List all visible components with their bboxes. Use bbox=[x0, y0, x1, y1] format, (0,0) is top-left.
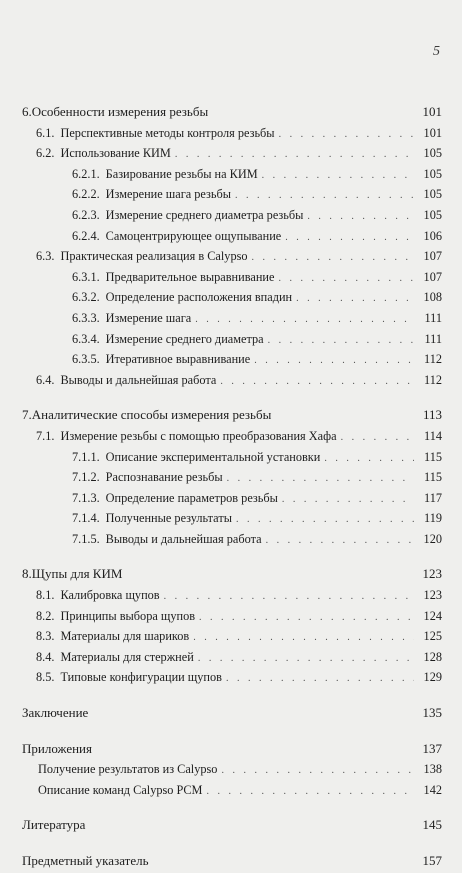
toc-title: Материалы для шариков bbox=[60, 629, 190, 644]
toc-entry-6-3-2[interactable] bbox=[22, 288, 442, 309]
dot-leader bbox=[252, 249, 414, 268]
dot-leader bbox=[199, 609, 414, 628]
toc-number: 6.1. bbox=[36, 125, 55, 140]
toc-number: 7.1.1. bbox=[72, 449, 100, 464]
toc-page: 125 bbox=[423, 629, 442, 644]
toc-entry-7-1[interactable] bbox=[22, 427, 442, 448]
dot-leader bbox=[193, 629, 414, 648]
toc-entry-6-2-2[interactable] bbox=[22, 185, 442, 206]
toc-entry-6-2-1[interactable] bbox=[22, 165, 442, 186]
toc-page: 112 bbox=[424, 352, 442, 367]
toc-entry-8-2[interactable] bbox=[22, 607, 442, 628]
dot-leader bbox=[235, 187, 414, 206]
toc-title: Типовые конфигурации щупов bbox=[60, 670, 222, 685]
toc-literature[interactable] bbox=[22, 816, 442, 837]
toc-page: 142 bbox=[423, 782, 442, 797]
toc-number: 6.2.4. bbox=[72, 228, 100, 243]
toc-title: Материалы для стержней bbox=[60, 649, 194, 664]
toc-title: Определение расположения впадин bbox=[105, 290, 293, 305]
toc-title: Измерение шага резьбы bbox=[105, 187, 232, 202]
toc-page: 105 bbox=[423, 146, 442, 161]
toc-entry-7-1-3[interactable] bbox=[22, 489, 442, 510]
toc-entry-8-3[interactable] bbox=[22, 627, 442, 648]
dot-leader bbox=[307, 208, 414, 227]
dot-leader bbox=[221, 762, 414, 781]
toc-number: 8.2. bbox=[36, 608, 55, 623]
toc-page: 108 bbox=[423, 290, 442, 305]
toc-number: 8.5. bbox=[36, 670, 55, 685]
toc-entry-7-1-1[interactable] bbox=[22, 448, 442, 469]
toc-page: 123 bbox=[422, 566, 442, 582]
toc-number: 7.1.3. bbox=[72, 490, 100, 505]
toc-page: 123 bbox=[423, 588, 442, 603]
toc-title: Предметный указатель bbox=[22, 853, 149, 868]
toc-title: Базирование резьбы на КИМ bbox=[105, 166, 258, 181]
toc-entry-6-2-4[interactable] bbox=[22, 227, 442, 248]
toc-title: Щупы для КИМ bbox=[31, 566, 123, 582]
toc-page: 112 bbox=[424, 372, 442, 387]
toc-number: 6.4. bbox=[36, 372, 55, 387]
toc-number: 6.3. bbox=[36, 249, 55, 264]
toc-number: 7.1. bbox=[36, 428, 55, 443]
dot-leader bbox=[341, 429, 414, 448]
toc-appendix[interactable] bbox=[22, 740, 442, 761]
toc-page: 111 bbox=[424, 310, 442, 325]
toc-entry-6-4[interactable] bbox=[22, 371, 442, 392]
toc-title: Самоцентрирующее ощупывание bbox=[105, 228, 282, 243]
toc-title: Приложения bbox=[22, 740, 92, 756]
toc-entry-6-1[interactable] bbox=[22, 124, 442, 145]
section-gap bbox=[22, 550, 442, 565]
dot-leader bbox=[175, 146, 414, 165]
toc-page: 115 bbox=[424, 449, 442, 464]
toc-title: Полученные результаты bbox=[105, 511, 232, 526]
dot-leader bbox=[296, 290, 414, 309]
toc-entry-7-1-4[interactable] bbox=[22, 509, 442, 530]
toc-entry-8-1[interactable] bbox=[22, 586, 442, 607]
toc-number: 6.3.1. bbox=[72, 269, 100, 284]
dot-leader bbox=[254, 352, 414, 371]
toc-page: 107 bbox=[423, 269, 442, 284]
toc-number: 8.3. bbox=[36, 629, 55, 644]
toc-conclusion[interactable] bbox=[22, 704, 442, 725]
dot-leader bbox=[227, 470, 414, 489]
toc-title: Измерение среднего диаметра резьбы bbox=[105, 207, 304, 222]
toc-entry-6-3-4[interactable] bbox=[22, 330, 442, 351]
toc-title: Распознавание резьбы bbox=[105, 470, 223, 485]
toc-number: 8. bbox=[22, 566, 32, 582]
toc-title: Описание экспериментальной установки bbox=[105, 449, 321, 464]
toc-number: 7.1.5. bbox=[72, 531, 100, 546]
toc-entry-7-1-5[interactable] bbox=[22, 530, 442, 551]
section-gap bbox=[22, 391, 442, 406]
toc-entry-6-3-1[interactable] bbox=[22, 268, 442, 289]
toc-number: 6.3.5. bbox=[72, 352, 100, 367]
toc-title: Аналитические способы измерения резьбы bbox=[31, 407, 272, 423]
toc-title: Калибровка щупов bbox=[60, 588, 160, 603]
toc-number: 6.3.2. bbox=[72, 290, 100, 305]
toc-page: 120 bbox=[423, 531, 442, 546]
toc-number: 6.3.3. bbox=[72, 310, 100, 325]
toc-title: Предварительное выравнивание bbox=[105, 269, 275, 284]
toc-chapter-6[interactable] bbox=[22, 103, 442, 124]
dot-leader bbox=[220, 373, 414, 392]
toc-title: Особенности измерения резьбы bbox=[31, 104, 209, 119]
toc-chapter-7[interactable] bbox=[22, 406, 442, 427]
dot-leader bbox=[285, 229, 414, 248]
toc-number: 7.1.4. bbox=[72, 511, 100, 526]
toc-title: Перспективные методы контроля резьбы bbox=[60, 125, 275, 140]
toc-entry-6-3[interactable] bbox=[22, 247, 442, 268]
toc-entry-8-5[interactable] bbox=[22, 668, 442, 689]
toc-number: 7. bbox=[22, 407, 32, 423]
toc-page: 101 bbox=[423, 125, 442, 140]
toc-title: Измерение шага bbox=[105, 310, 192, 325]
toc-page: 114 bbox=[424, 428, 442, 443]
dot-leader bbox=[278, 270, 414, 289]
toc-number: 6. bbox=[22, 104, 32, 119]
toc-entry-6-3-5[interactable] bbox=[22, 350, 442, 371]
dot-leader bbox=[195, 311, 414, 330]
toc-number: 6.2.3. bbox=[72, 207, 100, 222]
toc-page: 111 bbox=[424, 331, 442, 346]
toc-title: Использование КИМ bbox=[60, 146, 171, 161]
toc-entry-6-2[interactable] bbox=[22, 144, 442, 165]
toc-title: Принципы выбора щупов bbox=[60, 608, 196, 623]
toc-page: 107 bbox=[423, 249, 442, 264]
toc-page: 135 bbox=[422, 705, 442, 721]
toc-page: 117 bbox=[424, 490, 442, 505]
toc-number: 7.1.2. bbox=[72, 470, 100, 485]
toc-number: 8.4. bbox=[36, 649, 55, 664]
toc-entry-7-1-2[interactable] bbox=[22, 468, 442, 489]
toc-page: 115 bbox=[424, 470, 442, 485]
toc-title: Измерение среднего диаметра bbox=[105, 331, 264, 346]
section-gap bbox=[22, 725, 442, 740]
toc-title: Получение результатов из Calypso bbox=[38, 762, 218, 777]
dot-leader bbox=[236, 511, 414, 530]
dot-leader bbox=[262, 167, 414, 186]
toc-page: 105 bbox=[423, 207, 442, 222]
toc-title: Заключение bbox=[22, 705, 89, 721]
dot-leader bbox=[324, 450, 414, 469]
toc-chapter-8[interactable] bbox=[22, 565, 442, 586]
toc-title: Выводы и дальнейшая работа bbox=[105, 531, 262, 546]
dot-leader bbox=[279, 126, 414, 145]
page-number: 5 bbox=[433, 44, 440, 59]
toc-title: Измерение резьбы с помощью преобразования Хафа bbox=[60, 428, 337, 443]
toc-page: 124 bbox=[423, 608, 442, 623]
section-gap bbox=[22, 689, 442, 704]
toc-index[interactable] bbox=[22, 852, 442, 873]
dot-leader bbox=[268, 332, 414, 351]
toc-entry-8-4[interactable] bbox=[22, 648, 442, 669]
section-gap bbox=[22, 837, 442, 852]
toc-number: 8.1. bbox=[36, 588, 55, 603]
toc-entry-6-2-3[interactable] bbox=[22, 206, 442, 227]
toc-number: 6.2.2. bbox=[72, 187, 100, 202]
dot-leader bbox=[282, 491, 414, 510]
toc-title: Итеративное выравнивание bbox=[105, 352, 251, 367]
toc-page: 145 bbox=[422, 817, 442, 833]
toc-number: 6.2.1. bbox=[72, 166, 100, 181]
toc-title: Выводы и дальнейшая работа bbox=[60, 372, 217, 387]
dot-leader bbox=[266, 532, 414, 551]
toc-title: Определение параметров резьбы bbox=[105, 490, 278, 505]
toc-page: 113 bbox=[422, 407, 442, 423]
toc-title: Литература bbox=[22, 817, 86, 833]
dot-leader bbox=[198, 650, 414, 669]
toc-appendix-item-2[interactable] bbox=[22, 781, 442, 802]
toc-title: Описание команд Calypso PCM bbox=[38, 782, 203, 797]
toc-number: 6.2. bbox=[36, 146, 55, 161]
toc-page: 106 bbox=[423, 228, 442, 243]
toc-page: 119 bbox=[424, 511, 442, 526]
toc-page: 105 bbox=[423, 166, 442, 181]
toc-page: 129 bbox=[423, 670, 442, 685]
toc-number: 6.3.4. bbox=[72, 331, 100, 346]
toc-page: 137 bbox=[422, 740, 442, 756]
toc-entry-6-3-3[interactable] bbox=[22, 309, 442, 330]
toc-page: 105 bbox=[423, 187, 442, 202]
toc-appendix-item-1[interactable] bbox=[22, 760, 442, 781]
table-of-contents bbox=[22, 103, 442, 873]
toc-title: Практическая реализация в Calypso bbox=[60, 249, 248, 264]
toc-page: 128 bbox=[423, 649, 442, 664]
dot-leader bbox=[164, 588, 414, 607]
dot-leader bbox=[226, 670, 414, 689]
toc-page: 157 bbox=[422, 853, 442, 868]
section-gap bbox=[22, 801, 442, 816]
toc-page: 101 bbox=[422, 104, 442, 119]
dot-leader bbox=[207, 783, 415, 802]
toc-page: 138 bbox=[423, 762, 442, 777]
